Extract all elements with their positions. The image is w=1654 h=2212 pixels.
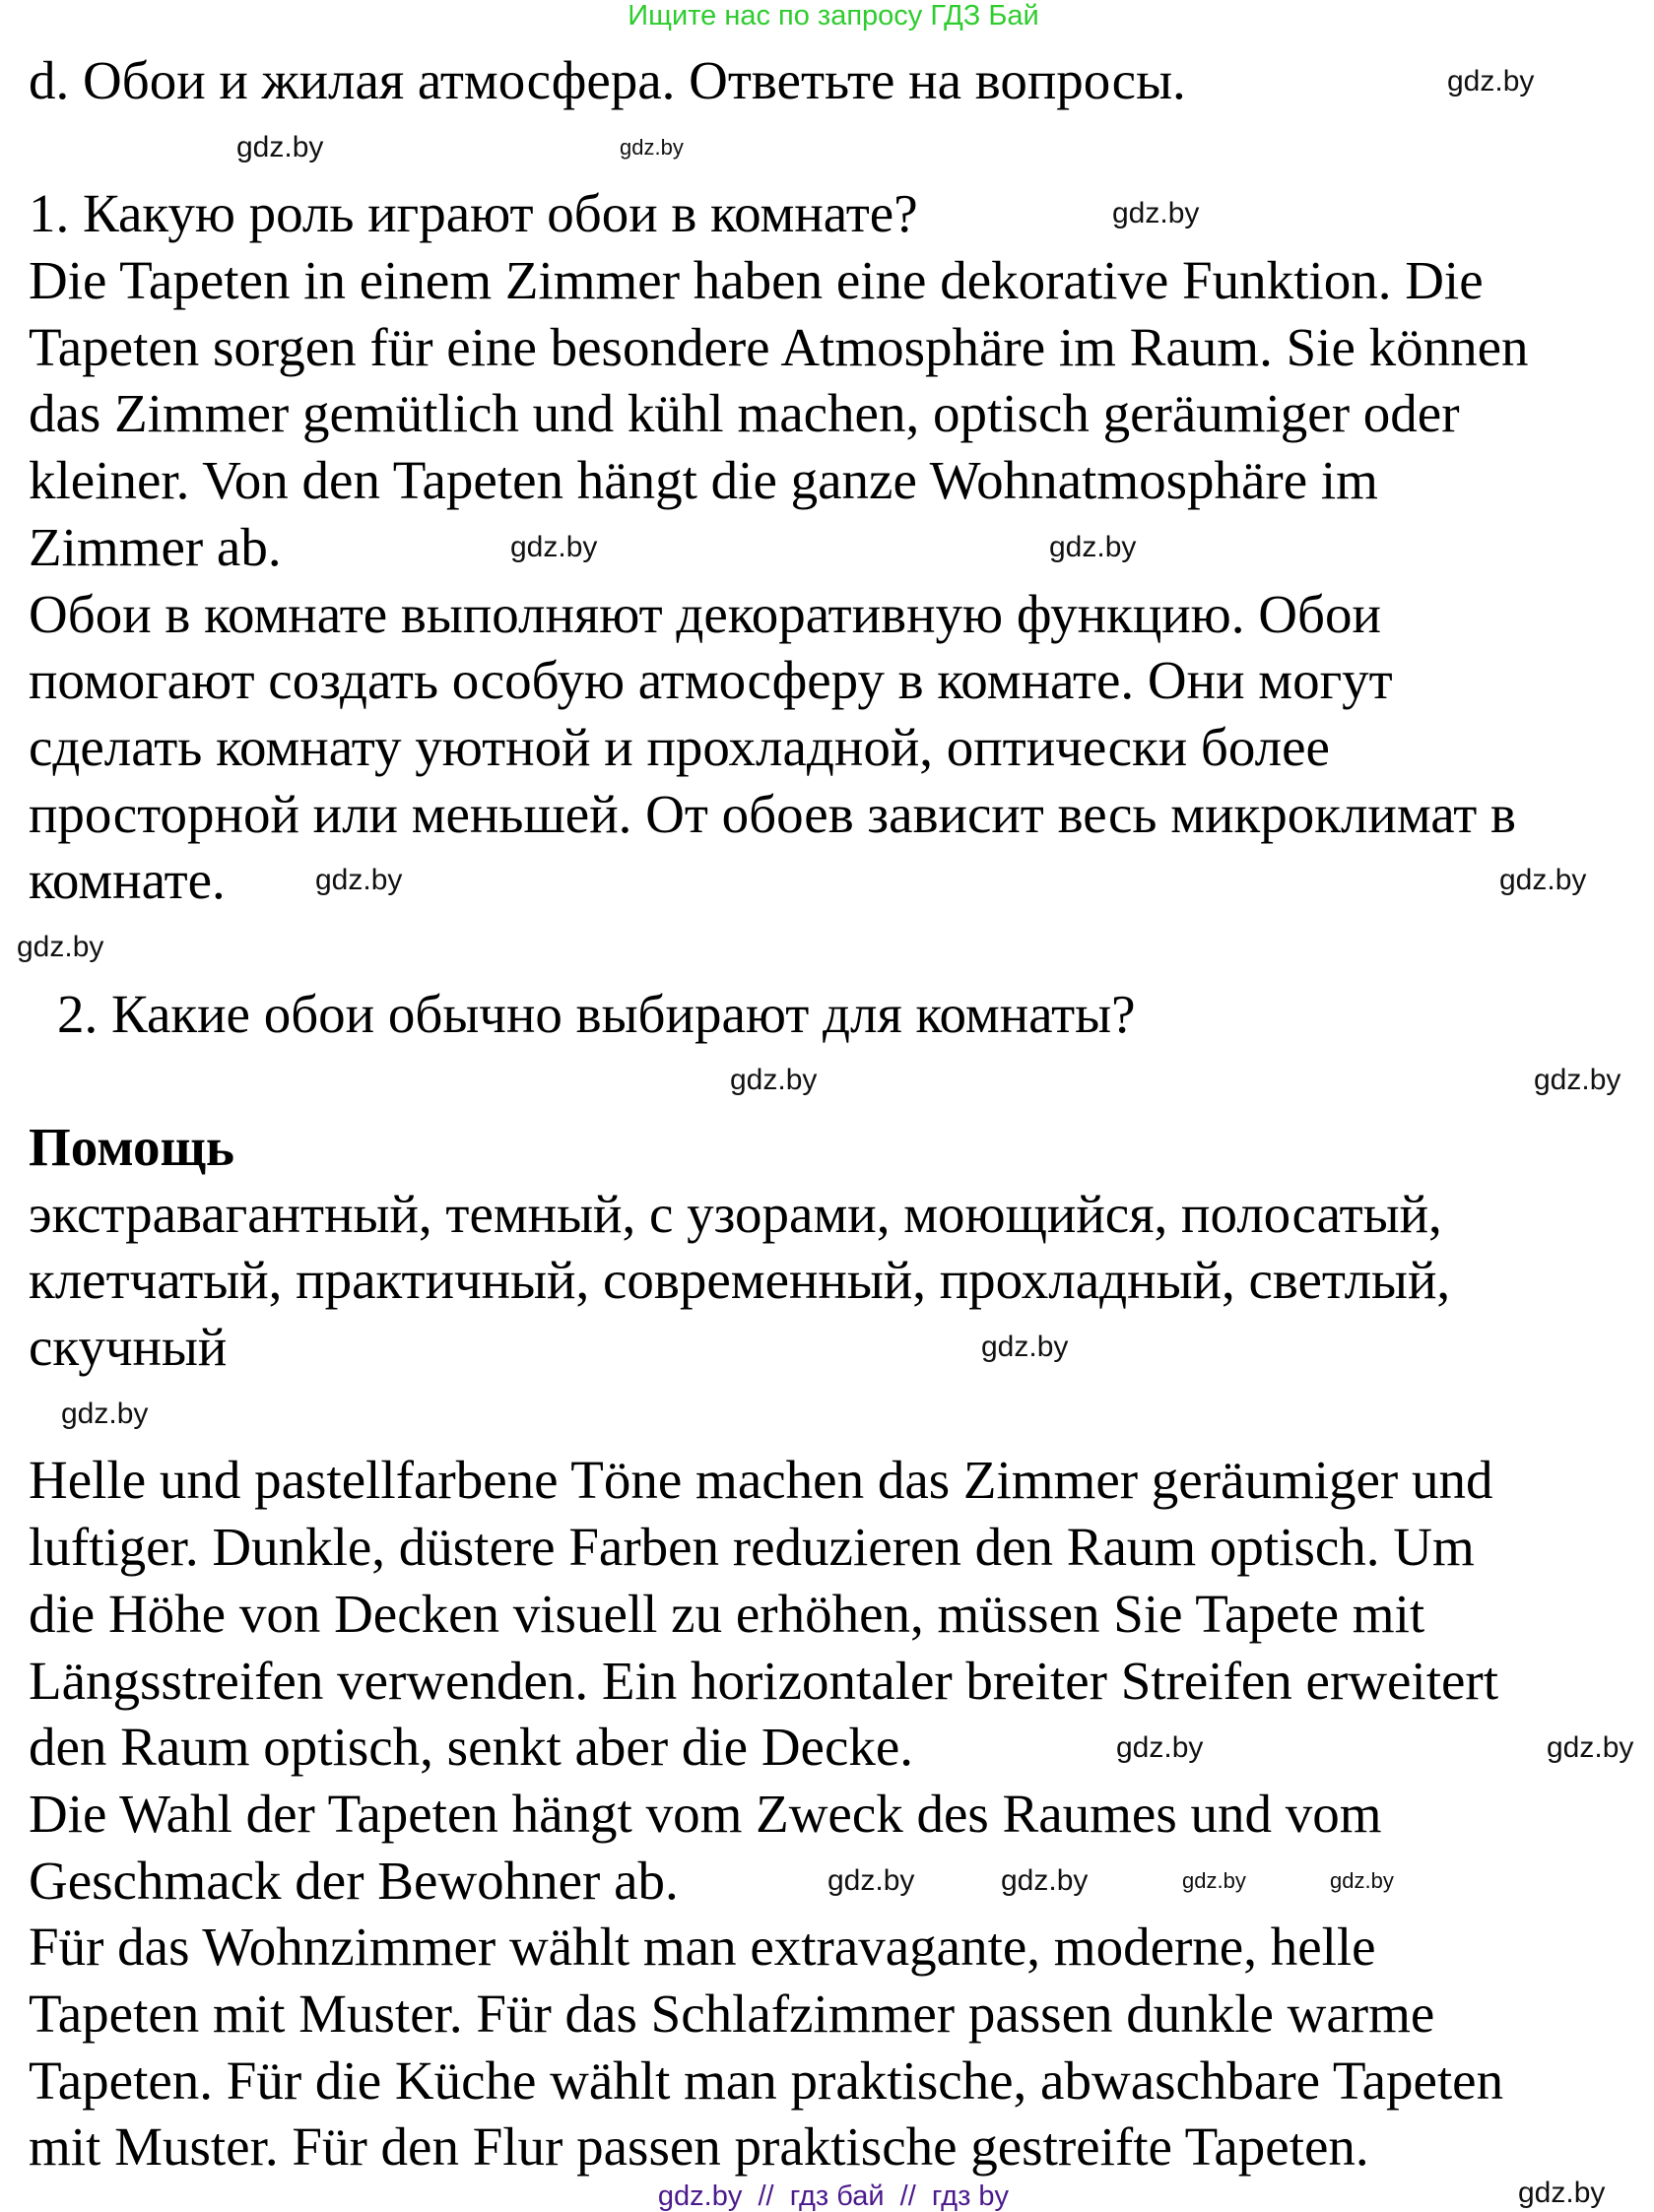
watermark: gdz.by [1447,65,1535,98]
answer1-ru-line: Обои в комнате выполняют декоративную функцию. Обои [29,583,1381,644]
watermark: gdz.by [315,864,403,896]
help-line: экстравагантный, темный, с узорами, моющийся, полосатый, [29,1183,1442,1244]
answer2-line: Tapeten. Für die Küche wählt man praktische, abwaschbare Tapeten [29,2049,1504,2111]
answer2-line: Für das Wohnzimmer wählt man extravagante, moderne, helle [29,1917,1376,1978]
search-promo-header: Ищите нас по запросу ГДЗ Бай [628,0,1039,32]
watermark: gdz.by [1112,197,1200,229]
help-heading: Помощь [29,1117,234,1177]
watermark: gdz.by [620,135,684,160]
answer2-line: Geschmack der Bewohner ab. [29,1850,679,1911]
answer1-de-line: Zimmer ab. [29,516,282,577]
answer2-line: die Höhe von Decken visuell zu erhöhen, müssen Sie Tapete mit [29,1583,1425,1644]
watermark: gdz.by [1534,1064,1621,1096]
watermark: gdz.by [1116,1731,1204,1764]
document-body [29,47,1529,2180]
section-title: d. Обои и жилая атмосфера. Ответьте на вопросы. [29,50,1186,110]
answer1-ru-line: помогают создать особую атмосферу в комнате. Они могут [29,650,1393,711]
watermark: gdz.by [1518,2177,1606,2209]
answer1-de-line: das Zimmer gemütlich und kühl machen, optisch geräumiger oder [29,383,1460,444]
answer2-line: Helle und pastellfarbene Töne machen das Zimmer geräumiger und [29,1450,1493,1511]
question-2: 2. Какие обои обычно выбирают для комнаты? [57,983,1136,1044]
help-line: клетчатый, практичный, современный, прохладный, светлый, [29,1250,1451,1311]
answer2-line: Die Wahl der Tapeten hängt vom Zweck des Raumes und vom [29,1783,1382,1844]
watermark: gdz.by [510,531,598,563]
watermark: gdz.by [1330,1868,1394,1893]
watermark: gdz.by [1001,1864,1089,1897]
question-1: 1. Какую роль играют обои в комнате? [29,183,918,244]
watermark: gdz.by [981,1331,1069,1363]
answer1-ru-line: комнате. [29,850,226,911]
answer1-de-line: kleiner. Von den Tapeten hängt die ganze Wohnatmosphäre im [29,450,1378,511]
footer-links: gdz.by // гдз бай // гдз by [657,2180,1010,2212]
watermark: gdz.by [1547,1731,1634,1764]
answer2-line: mit Muster. Für den Flur passen praktische gestreifte Tapeten. [29,2116,1369,2178]
watermark: gdz.by [730,1064,818,1096]
answer1-ru-line: сделать комнату уютной и прохладной, оптически более [29,716,1330,777]
help-line: скучный [29,1317,228,1378]
watermark: gdz.by [1182,1868,1246,1893]
watermark: gdz.by [827,1864,915,1897]
watermark: gdz.by [1049,531,1137,563]
answer2-line: Längsstreifen verwenden. Ein horizontaler breiter Streifen erweitert [29,1650,1498,1711]
watermark: gdz.by [236,131,324,163]
watermark: gdz.by [61,1398,149,1430]
answer2-line: den Raum optisch, senkt aber die Decke. [29,1717,914,1778]
watermark: gdz.by [1499,864,1587,896]
answer1-de-line: Die Tapeten in einem Zimmer haben eine dekorative Funktion. Die [29,250,1484,311]
watermark: gdz.by [17,931,104,963]
answer1-de-line: Tapeten sorgen für eine besondere Atmosphäre im Raum. Sie können [29,316,1529,377]
answer2-line: luftiger. Dunkle, düstere Farben reduzieren den Raum optisch. Um [29,1517,1475,1578]
answer1-ru-line: просторной или меньшей. От обоев зависит весь микроклимат в [29,783,1517,844]
answer2-line: Tapeten mit Muster. Für das Schlafzimmer passen dunkle warme [29,1983,1435,2044]
